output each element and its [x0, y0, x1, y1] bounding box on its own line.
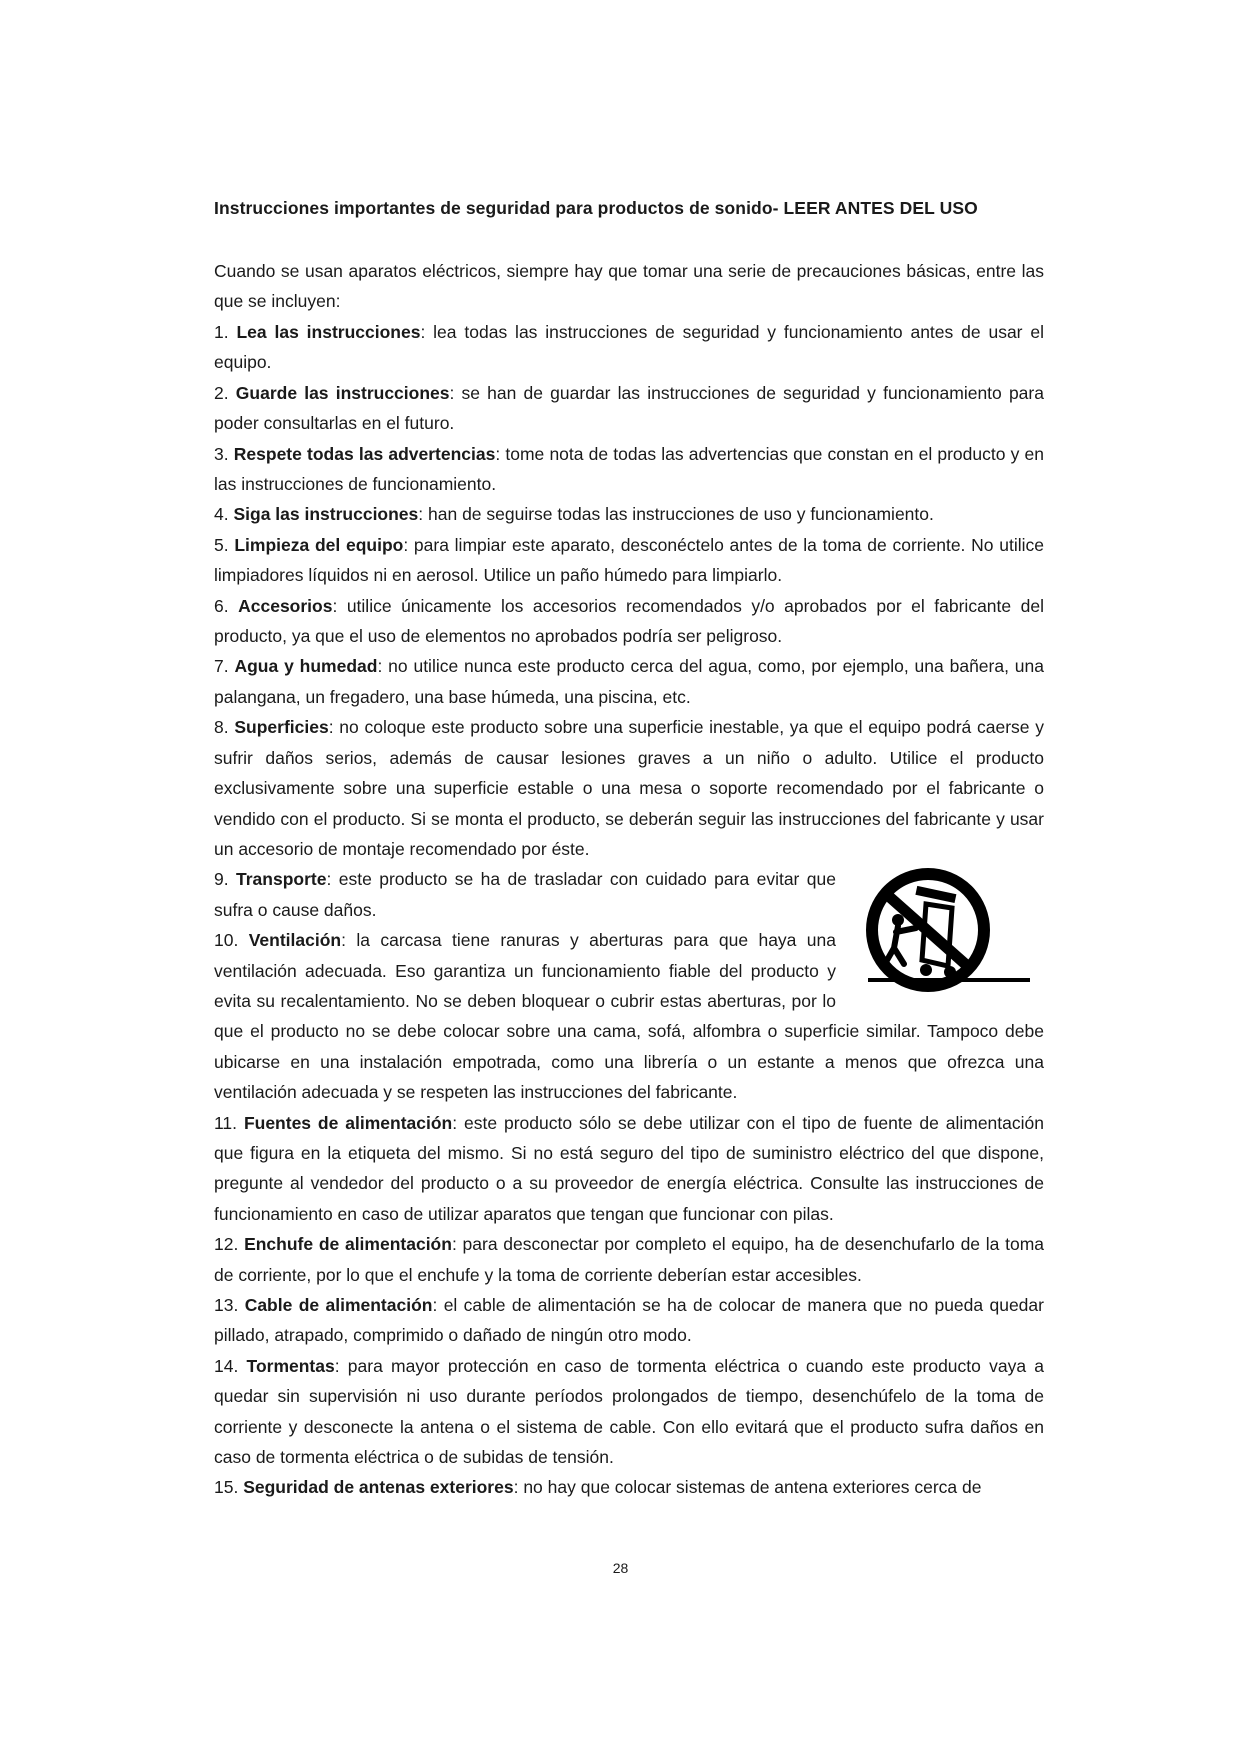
- list-item: 2. Guarde las instrucciones: se han de guardar las instrucciones de seguridad y funcionamiento para poder consultarlas en el futuro.: [214, 382, 1044, 434]
- safety-instructions-list: [214, 317, 1044, 1503]
- list-item: 13. Cable de alimentación: el cable de alimentación se ha de colocar de manera que no pueda quedar pillado, atrapado, comprimido o dañado de ningún otro modo.: [214, 1295, 1044, 1346]
- item-term: Enchufe de alimentación: [244, 1234, 452, 1255]
- item-term: Transporte: [236, 869, 327, 890]
- item-term: Fuentes de alimentación: [243, 1112, 453, 1133]
- list-item: 5. Limpieza del equipo: para limpiar este aparato, desconéctelo antes de la toma de corriente. No utilice limpiadores líquidos ni en aerosol. Utilice un paño húmedo para limpiarlo.: [214, 534, 1044, 586]
- item-term: Accesorios: [238, 595, 333, 616]
- item-term: Siga las instrucciones: [233, 504, 419, 525]
- list-item: 10. Ventilación: la carcasa tiene ranuras y aberturas para que haya una ventilación adecuada. Eso garantiza un funcionamiento fiable del producto y evita su recalentamiento. No se deben bloquear o cubrir estas aberturas, por lo que el producto no se debe colocar sobre una cama, sofá, alfombra o superficie similar. Tampoco debe ubicarse en una instalación empotrada, como una librería o un estante a menos que ofrezca una ventilación adecuada y se respeten las instrucciones del fabricante.: [214, 930, 1044, 1103]
- cart-tip-over-warning-icon: [854, 868, 1044, 1008]
- list-item: 14. Tormentas: para mayor protección en caso de tormenta eléctrica o cuando este producto vaya a quedar sin supervisión ni uso durante períodos prolongados de tiempo, desenchúfelo de la toma de corriente y desconecte la antena o el sistema de cable. Con ello evitará que el producto sufra daños en caso de tormenta eléctrica o de subidas de tensión.: [214, 1355, 1044, 1468]
- list-item: 6. Accesorios: utilice únicamente los accesorios recomendados y/o aprobados por el fabricante del producto, ya que el uso de elementos no aprobados podría ser peligroso.: [214, 595, 1044, 647]
- item-term: Seguridad de antenas exteriores: [243, 1477, 514, 1498]
- list-item: 9. Transporte: este producto se ha de trasladar con cuidado para evitar que sufra o cause daños.: [214, 869, 836, 920]
- list-item: 15. Seguridad de antenas exteriores: no hay que colocar sistemas de antena exteriores cerca de: [214, 1477, 982, 1498]
- item-term: Ventilación: [248, 930, 342, 951]
- item-term: Cable de alimentación: [244, 1295, 433, 1315]
- item-term: Limpieza del equipo: [234, 534, 404, 555]
- item-term: Lea las instrucciones: [236, 322, 421, 342]
- list-item: 4. Siga las instrucciones: han de seguirse todas las instrucciones de uso y funcionamiento.: [214, 504, 934, 525]
- document-title: Instrucciones importantes de seguridad para productos de sonido- LEER ANTES DEL USO: [214, 198, 978, 218]
- item-term: Agua y humedad: [234, 656, 378, 677]
- item-term: Respete todas las advertencias: [233, 443, 496, 464]
- intro-paragraph: Cuando se usan aparatos eléctricos, siempre hay que tomar una serie de precauciones básicas, entre las que se incluyen:: [214, 261, 1044, 312]
- item-term: Guarde las instrucciones: [235, 382, 450, 403]
- list-item: 7. Agua y humedad: no utilice nunca este producto cerca del agua, como, por ejemplo, una bañera, una palangana, un fregadero, una base húmeda, una piscina, etc.: [214, 656, 1044, 707]
- list-item: 3. Respete todas las advertencias: tome nota de todas las advertencias que constan en el producto y en las instrucciones de funcionamiento.: [214, 443, 1044, 495]
- item-term: Superficies: [234, 717, 329, 738]
- list-item: 12. Enchufe de alimentación: para desconectar por completo el equipo, ha de desenchufarlo de la toma de corriente, por lo que el enchufe y la toma de corriente deberían estar accesibles.: [214, 1234, 1045, 1285]
- page-number: 28: [612, 1560, 629, 1576]
- list-item: 8. Superficies: no coloque este producto sobre una superficie inestable, ya que el equipo podrá caerse y sufrir daños serios, además de causar lesiones graves a un niño o adulto. Utilice el producto exclusivamente sobre una superficie estable o una mesa o soporte recomendado por el fabricante o vendido con el producto. Si se monta el producto, se deberán seguir las instrucciones del fabricante y usar un accesorio de montaje recomendado por éste.: [214, 717, 1044, 859]
- list-item: 11. Fuentes de alimentación: este producto sólo se debe utilizar con el tipo de fuente de alimentación que figura en la etiqueta del mismo. Si no está seguro del tipo de suministro eléctrico del que dispone, pregunte al vendedor del producto o a su proveedor de energía eléctrica. Consulte las instrucciones de funcionamiento en caso de utilizar aparatos que tengan que funcionar con pilas.: [214, 1112, 1044, 1224]
- item-term: Tormentas: [246, 1355, 335, 1376]
- list-item: 1. Lea las instrucciones: lea todas las instrucciones de seguridad y funcionamiento antes de usar el equipo.: [214, 322, 1044, 373]
